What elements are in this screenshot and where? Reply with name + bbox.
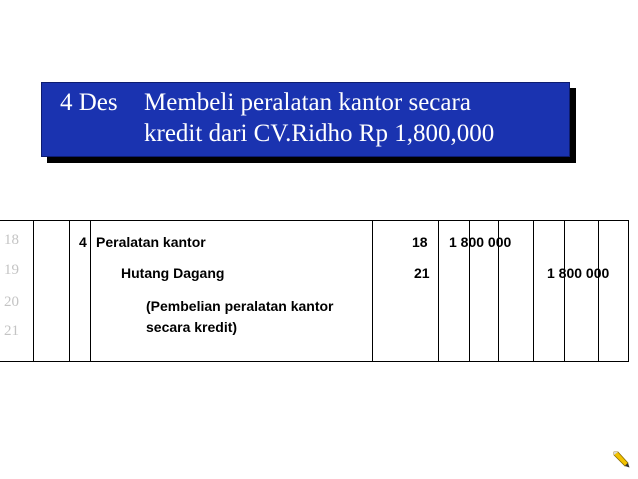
credit-ref: 21 xyxy=(414,265,430,281)
grid-col-line xyxy=(628,220,629,362)
entry-description-line1: (Pembelian peralatan kantor xyxy=(146,298,334,314)
grid-col-line xyxy=(69,220,70,362)
grid-col-line xyxy=(598,220,599,362)
row-number: 18 xyxy=(4,232,19,248)
pencil-icon[interactable] xyxy=(611,449,631,469)
row-number: 21 xyxy=(4,323,19,339)
banner-date: 4 Des xyxy=(60,89,118,116)
entry-day: 4 xyxy=(79,234,87,250)
grid-col-line xyxy=(533,220,534,362)
debit-ref: 18 xyxy=(412,234,428,250)
grid-line-top xyxy=(0,220,629,221)
grid-line-bottom xyxy=(0,361,629,362)
row-number: 20 xyxy=(4,294,19,310)
debit-amount: 1 800 000 xyxy=(449,234,512,250)
transaction-banner xyxy=(41,82,570,157)
grid-col-line xyxy=(564,220,565,362)
general-journal-grid xyxy=(0,220,629,362)
debit-account: Peralatan kantor xyxy=(96,234,206,250)
row-number: 19 xyxy=(4,262,19,278)
grid-col-line xyxy=(372,220,373,362)
credit-account: Hutang Dagang xyxy=(121,265,225,281)
entry-description-line2: secara kredit) xyxy=(146,319,238,335)
banner-description-line1: Membeli peralatan kantor secara xyxy=(144,89,471,116)
grid-col-line xyxy=(33,220,34,362)
banner-description-line2: kredit dari CV.Ridho Rp 1,800,000 xyxy=(144,120,495,147)
credit-amount: 1 800 000 xyxy=(547,265,610,281)
grid-col-line xyxy=(90,220,91,362)
grid-col-line xyxy=(438,220,439,362)
